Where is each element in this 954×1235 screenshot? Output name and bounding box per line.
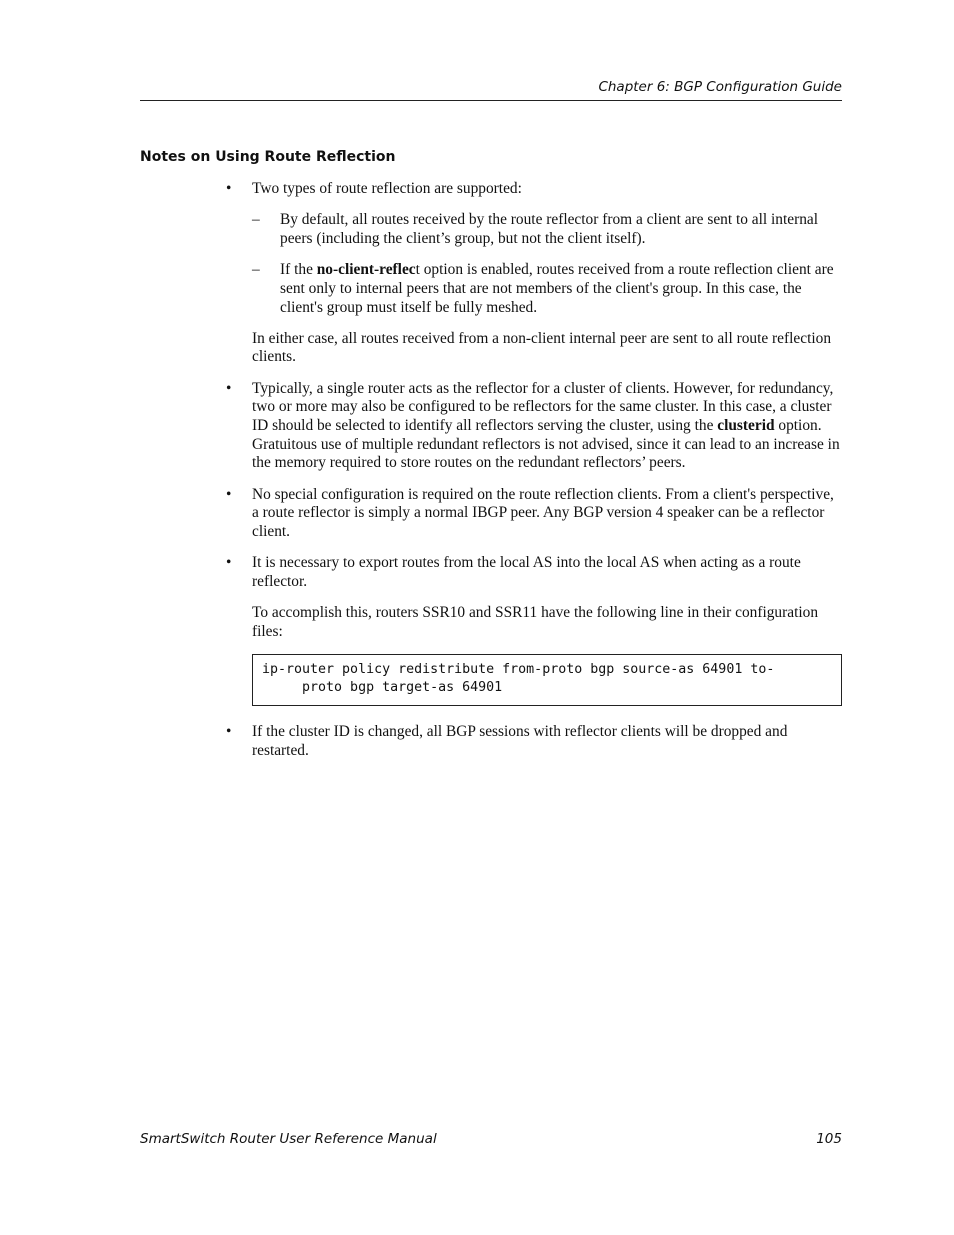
bullet-item	[226, 379, 842, 474]
dash-item	[252, 211, 842, 248]
bullet-text-pre: Typically, a single router acts as the reflector for a cluster of clients. However, for redundancy, two or more may also be configured to be reflectors for the same cluster. In this case, a cluster ID should be selected to identify all reflectors serving the cluster, using the	[252, 379, 834, 435]
bullet-item	[226, 180, 842, 199]
bullet-text: Two types of route reflection are supported:	[252, 180, 522, 197]
chapter-header: Chapter 6: BGP Configuration Guide	[598, 79, 842, 95]
paragraph: In either case, all routes received from a non-client internal peer are sent to all route reflection clients.	[252, 329, 832, 366]
bullet-marker: •	[226, 554, 232, 572]
bullet-text: No special configuration is required on the route reflection clients. From a client's perspective, a route reflector is simply a normal IBGP peer. Any BGP version 4 speaker can be a reflector client.	[252, 485, 834, 541]
bullet-text: If the cluster ID is changed, all BGP sessions with reflector clients will be dropped and restarted.	[252, 723, 788, 759]
dash-text-pre: If the	[280, 261, 317, 279]
dash-marker: –	[252, 261, 260, 279]
dash-marker: –	[252, 211, 260, 229]
code-block: ip-router policy redistribute from-proto bgp source-as 64901 to- proto bgp target-as 64901	[252, 654, 842, 706]
bullet-item	[226, 554, 842, 591]
bullet-item	[226, 485, 842, 542]
header-divider	[140, 100, 842, 101]
bullet-marker: •	[226, 379, 232, 397]
option-no-client-reflect: no-client-reflec	[316, 261, 416, 279]
bullet-text: It is necessary to export routes from the local AS into the local AS when acting as a route reflector.	[252, 554, 801, 590]
bullet-marker: •	[226, 723, 232, 741]
footer-manual-title: SmartSwitch Router User Reference Manual	[140, 1131, 437, 1147]
dash-text: By default, all routes received by the route reflector from a client are sent to all internal peers (including the client’s group, but not the client itself).	[280, 211, 819, 247]
bullet-text-post: option. Gratuitous use of multiple redundant reflectors is not advised, since it can lead to an increase in the memory required to store routes on the redundant reflectors’ peers.	[252, 417, 840, 472]
main-content	[226, 180, 842, 773]
dash-text-post: t option is enabled, routes received from a route reflection client are sent only to internal peers that are not members of the client's group. In this case, the client's group must itself be fully meshed.	[280, 261, 834, 316]
bullet-marker: •	[226, 180, 232, 197]
bullet-marker: •	[226, 485, 232, 503]
option-clusterid: clusterid	[717, 417, 775, 435]
paragraph: To accomplish this, routers SSR10 and SSR11 have the following line in their configuration files:	[252, 604, 819, 640]
bullet-item	[226, 723, 842, 760]
footer-page-number: 105	[816, 1131, 842, 1147]
dash-item	[252, 261, 842, 317]
section-heading: Notes on Using Route Reflection	[140, 149, 396, 165]
